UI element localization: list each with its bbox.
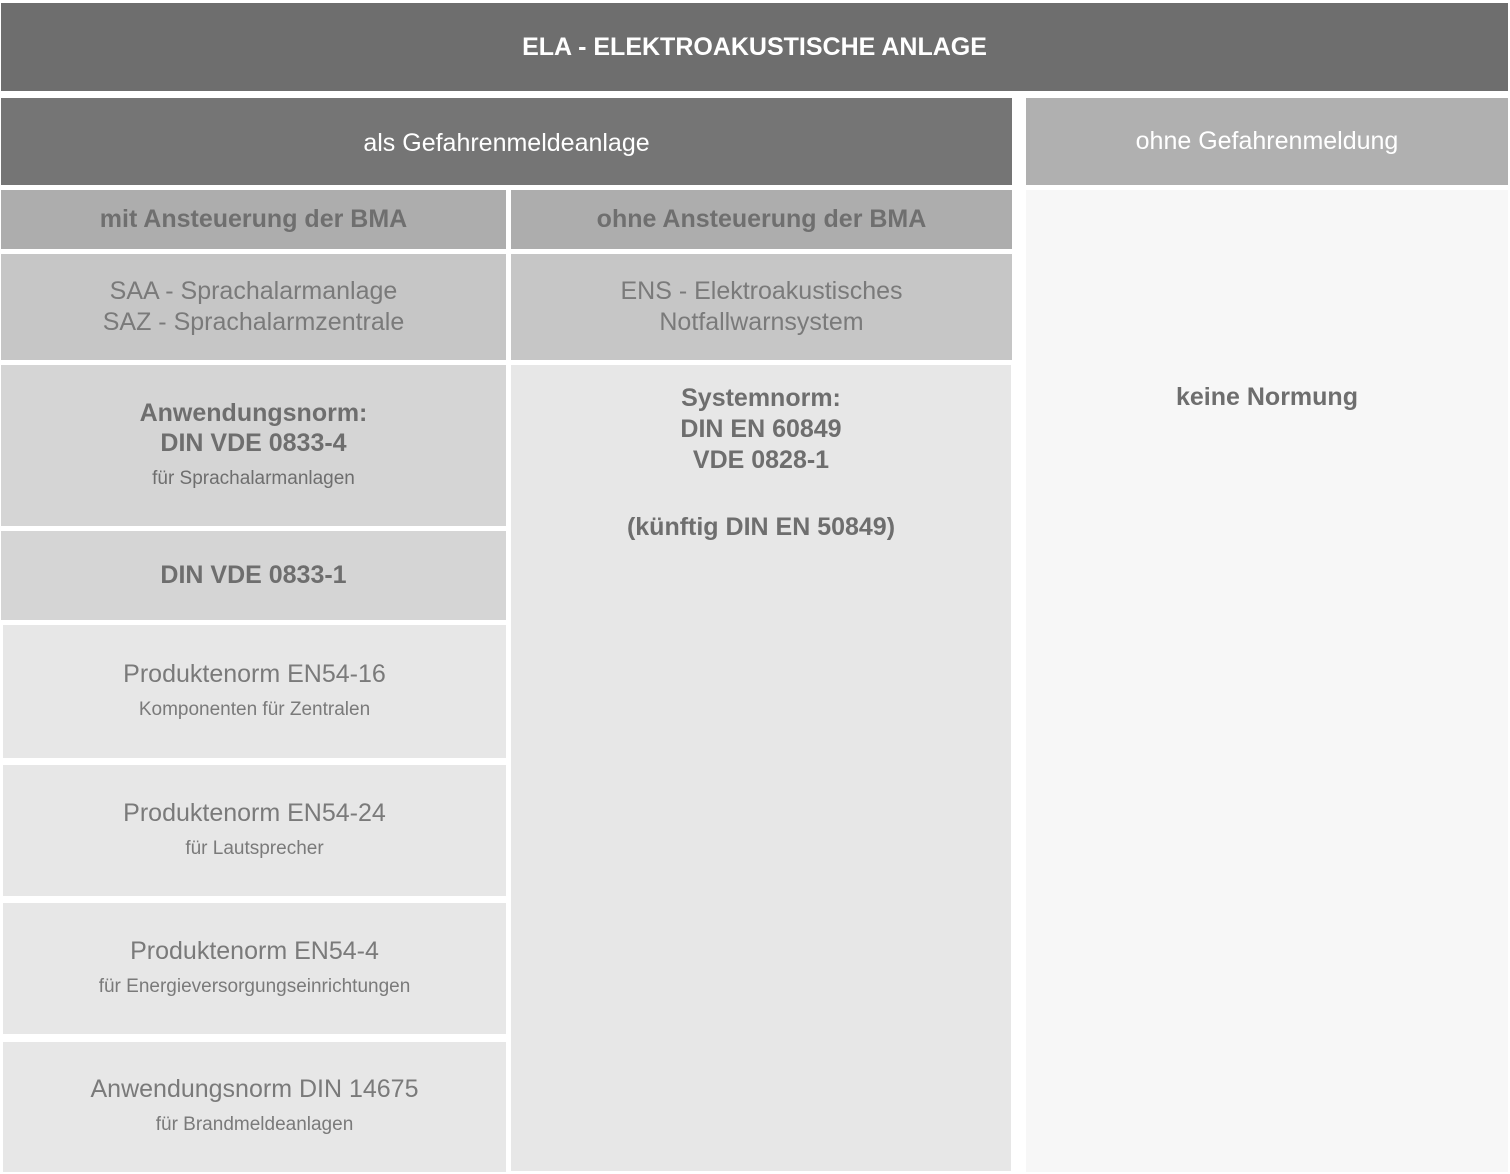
- norm-product-en54-16: [3, 625, 506, 758]
- norm-anwendung-0833-4: [1, 365, 506, 526]
- system-ens: [511, 254, 1012, 360]
- norm-product-sub: für Energieversorgungseinrichtungen: [98, 975, 411, 997]
- group-ohne-gefahrenmeldung-label: ohne Gefahrenmeldung: [1135, 127, 1399, 155]
- system-ens-line2: Notfallwarnsystem: [659, 308, 864, 336]
- norm-product-sub: Komponenten für Zentralen: [138, 698, 371, 720]
- system-ens-line1: ENS - Elektroakustisches: [620, 277, 903, 305]
- norm-anwendung-sub: für Sprachalarmanlagen: [152, 467, 355, 489]
- norm-product-title: Anwendungsnorm DIN 14675: [90, 1075, 419, 1103]
- header-mit-bma: [1, 190, 506, 249]
- header-ohne-bma: [511, 190, 1012, 249]
- norm-system-code2: VDE 0828-1: [692, 446, 830, 474]
- norm-anwendung-din-14675: [3, 1042, 506, 1172]
- norm-vde-0833-1: [1, 531, 506, 620]
- norm-product-title: Produktenorm EN54-4: [130, 936, 379, 965]
- norm-keine-label: keine Normung: [1176, 383, 1358, 411]
- norm-system-future: (künftig DIN EN 50849): [626, 513, 896, 541]
- norm-system-title: Systemnorm:: [681, 384, 841, 412]
- diagram-title-text: ELA - ELEKTROAKUSTISCHE ANLAGE: [522, 32, 987, 61]
- diagram-title: [1, 3, 1508, 91]
- system-saa-saz: [1, 254, 506, 360]
- norm-vde-0833-1-label: DIN VDE 0833-1: [160, 561, 347, 589]
- norm-product-sub: für Brandmeldeanlagen: [155, 1114, 354, 1135]
- norm-product-en54-4: [3, 903, 506, 1034]
- norm-product-title: Produktenorm EN54-16: [123, 659, 386, 688]
- header-ohne-bma-label: ohne Ansteuerung der BMA: [596, 205, 927, 233]
- norm-product-sub: für Lautsprecher: [185, 837, 324, 859]
- norm-system-60849: [511, 365, 1011, 1171]
- norm-system-code1: DIN EN 60849: [680, 415, 842, 443]
- group-gefahrenmeldeanlage-label: als Gefahrenmeldeanlage: [363, 129, 650, 157]
- group-gefahrenmeldeanlage: [1, 98, 1012, 185]
- norm-product-en54-24: [3, 765, 506, 896]
- norm-anwendung-code: DIN VDE 0833-4: [160, 428, 347, 457]
- header-mit-bma-label: mit Ansteuerung der BMA: [99, 205, 408, 233]
- norm-anwendung-title: Anwendungsnorm:: [139, 398, 368, 427]
- group-ohne-gefahrenmeldung: [1026, 98, 1508, 185]
- system-saz-label: SAZ - Sprachalarmzentrale: [102, 308, 405, 336]
- norm-keine-normung: [1026, 190, 1508, 1172]
- system-saa-label: SAA - Sprachalarmanlage: [109, 277, 398, 305]
- norm-product-title: Produktenorm EN54-24: [123, 798, 386, 827]
